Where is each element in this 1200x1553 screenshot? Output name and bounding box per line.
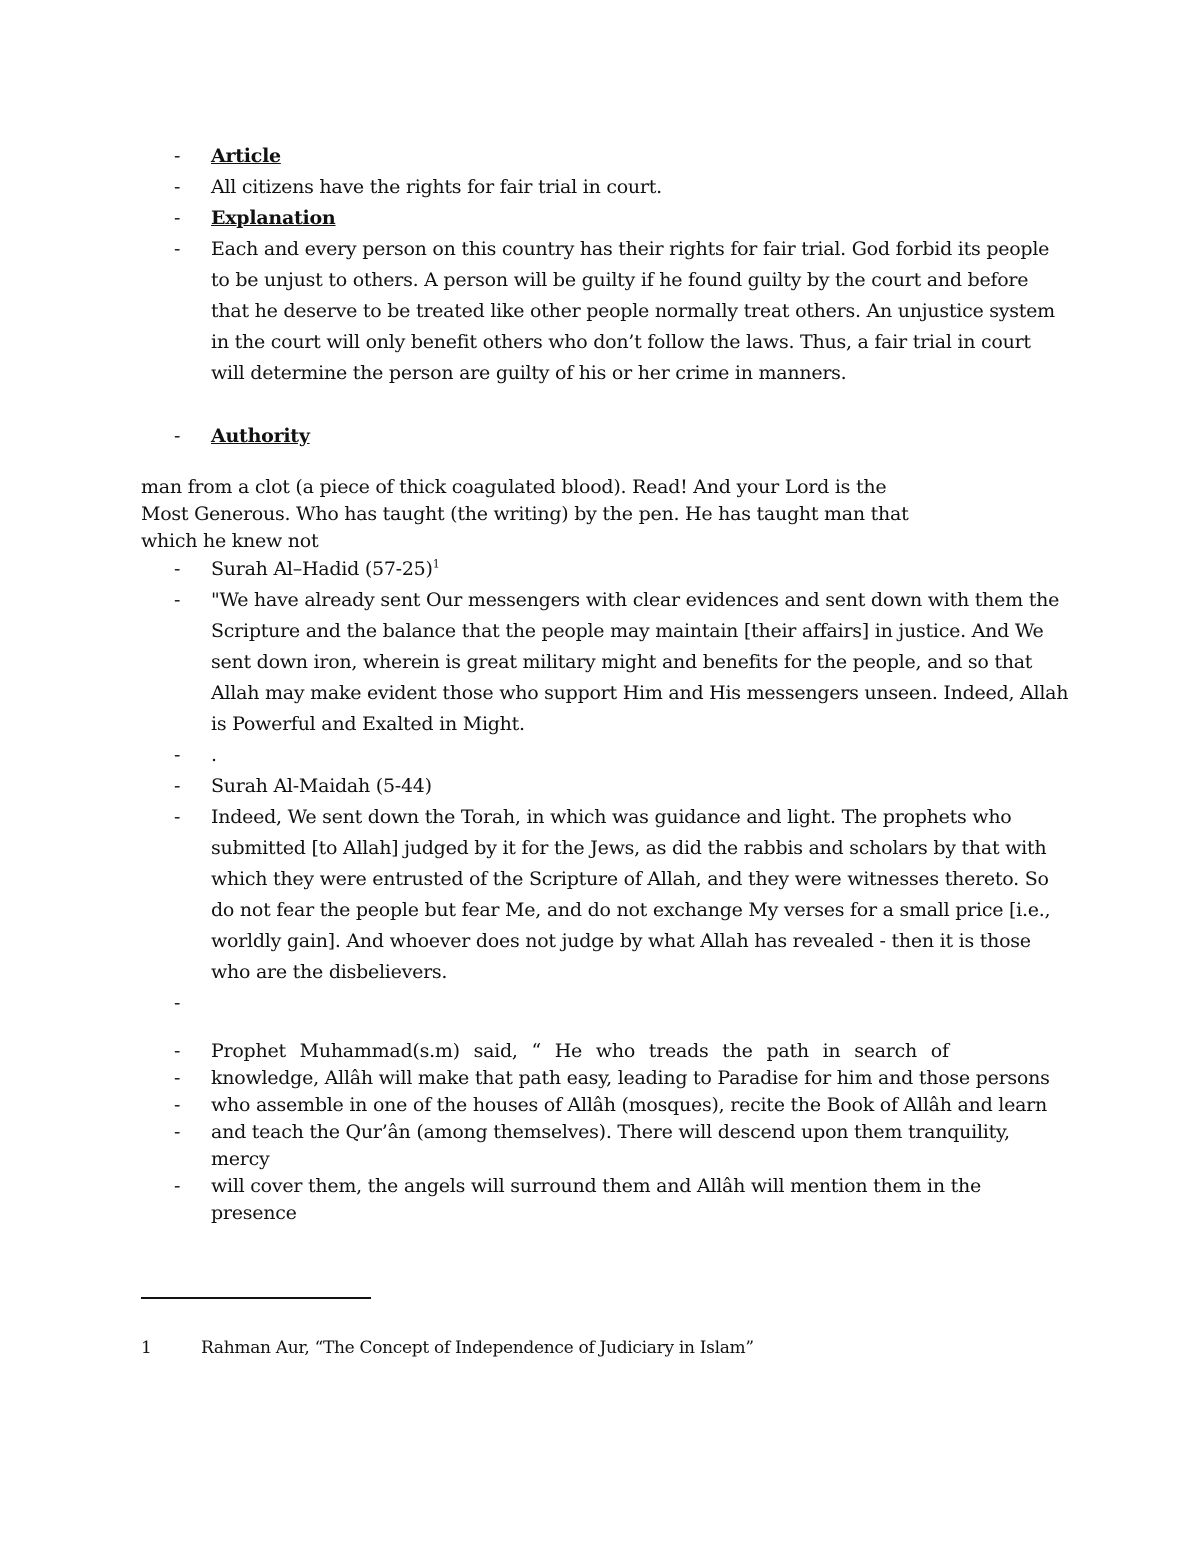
bullet-dash: -: [174, 425, 181, 447]
bullet-dash: -: [174, 589, 181, 611]
list-item-dot: [0, 740, 1200, 771]
bullet-dash: -: [174, 992, 181, 1014]
hadith-line-3: who assemble in one of the houses of Allâh (mosques), recite the Book of Allâh and learn: [211, 1094, 1047, 1116]
surah-hadid-title: Surah Al–Hadid (57-25): [211, 558, 433, 580]
hadith-line-4: and teach the Qur’ân (among themselves). There will descend upon them tranquility, mercy: [211, 1121, 1010, 1170]
list-item-explanation-text: [0, 234, 1200, 389]
surah-maidah-text: Indeed, We sent down the Torah, in which was guidance and light. The prophets who submitted [to Allah] judged by it for the Jews, as did the rabbis and scholars by that with which they were entrusted of the Scripture of Allah, and they were witnesses thereto. So do not fear the people but fear Me, and do not exchange My verses for a small price [i.e., worldly gain]. And whoever does not judge by what Allah has revealed - then it is those who are the disbelievers.: [211, 806, 1051, 983]
fragment-line-2: Most Generous. Who has taught (the writing) by the pen. He has taught man that: [141, 503, 909, 525]
hadith-line-2: knowledge, Allâh will make that path easy, leading to Paradise for him and those persons: [211, 1067, 1050, 1089]
list-item-hadith-2: [0, 1065, 1200, 1092]
list-item-surah-maidah-text: [0, 802, 1200, 988]
fragment-line-1: man from a clot (a piece of thick coagulated blood). Read! And your Lord is the: [141, 476, 887, 498]
section-authority: [0, 421, 1200, 452]
bullet-dash: -: [174, 1121, 181, 1143]
list-item-surah-hadid-text: [0, 585, 1200, 740]
list-item-authority-heading: [0, 421, 1200, 452]
list-item-article-text: [0, 172, 1200, 203]
footnote-number: 1: [141, 1338, 152, 1358]
bullet-dash: -: [174, 176, 181, 198]
quran-fragment: [141, 474, 941, 555]
list-item-hadith-3: [0, 1092, 1200, 1119]
explanation-text: Each and every person on this country has their rights for fair trial. God forbid its people to be unjust to others. A person will be guilty if he found guilty by the court and before that he deserve to be treated like other people normally treat others. An unjustice system in the court will only benefit others who don’t follow the laws. Thus, a fair trial in court will determine the person are guilty of his or her crime in manners.: [211, 238, 1055, 384]
dot-text: .: [211, 744, 217, 766]
bullet-dash: -: [174, 1175, 181, 1197]
list-item-hadith-5: [0, 1173, 1200, 1227]
footnote-reference: 1: [432, 557, 440, 571]
bullet-dash: -: [174, 145, 181, 167]
article-text: All citizens have the rights for fair trial in court.: [211, 176, 662, 198]
bullet-dash: -: [174, 558, 181, 580]
bullet-dash: -: [174, 238, 181, 260]
list-item-empty: [0, 988, 1200, 1019]
hadith-line-1: Prophet Muhammad(s.m) said, “ He who treads the path in search of: [211, 1040, 949, 1062]
bullet-dash: -: [174, 1040, 181, 1062]
explanation-heading: Explanation: [211, 207, 336, 229]
list-item-surah-hadid-title: [0, 554, 1200, 585]
article-heading: Article: [211, 145, 281, 167]
section-hadith: [0, 1038, 1200, 1227]
list-item-surah-maidah-title: [0, 771, 1200, 802]
hadith-line-5: will cover them, the angels will surround them and Allâh will mention them in the presence: [211, 1175, 981, 1224]
bullet-dash: -: [174, 744, 181, 766]
list-item-hadith-1: [0, 1038, 1200, 1065]
fragment-line-3: which he knew not: [141, 530, 319, 552]
surah-hadid-text: "We have already sent Our messengers with clear evidences and sent down with them the Scripture and the balance that the people may maintain [their affairs] in justice. And We sent down iron, wherein is great military might and benefits for the people, and so that Allah may make evident those who support Him and His messengers unseen. Indeed, Allah is Powerful and Exalted in Might.: [211, 589, 1069, 735]
footnote: [141, 1336, 754, 1360]
list-item-article-heading: [0, 141, 1200, 172]
footnote-text: Rahman Aur, “The Concept of Independence of Judiciary in Islam”: [201, 1338, 754, 1358]
section-article: [0, 141, 1200, 389]
list-item-hadith-4: [0, 1119, 1200, 1173]
section-surahs: [0, 554, 1200, 1019]
list-item-explanation-heading: [0, 203, 1200, 234]
bullet-dash: -: [174, 207, 181, 229]
bullet-dash: -: [174, 1094, 181, 1116]
bullet-dash: -: [174, 806, 181, 828]
footnote-separator: [141, 1297, 371, 1299]
surah-maidah-title: Surah Al-Maidah (5-44): [211, 775, 432, 797]
authority-heading: Authority: [211, 425, 310, 447]
bullet-dash: -: [174, 775, 181, 797]
bullet-dash: -: [174, 1067, 181, 1089]
